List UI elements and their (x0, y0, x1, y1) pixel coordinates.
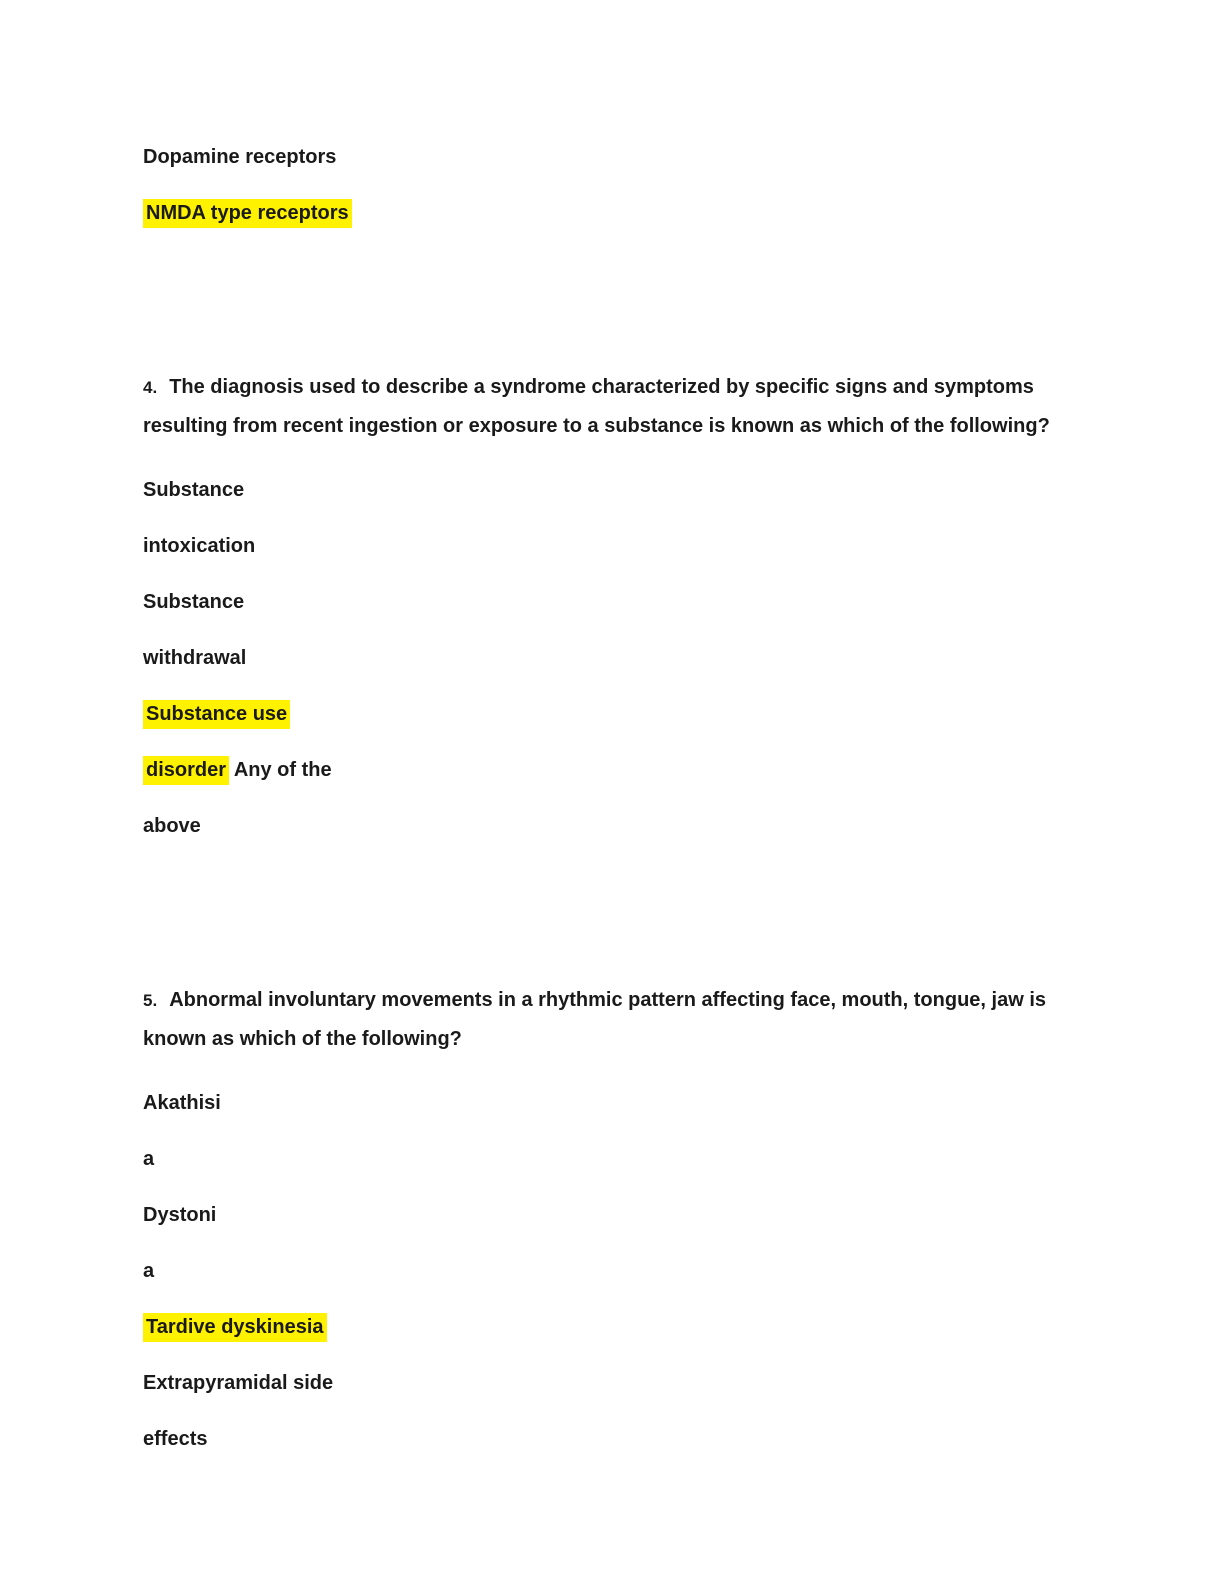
answer-option (143, 1092, 1098, 1114)
answer-option (143, 759, 1098, 781)
answer-option (143, 146, 1098, 168)
text-segment: Akathisi (143, 1092, 221, 1114)
answer-option (143, 202, 1098, 224)
question-text (143, 981, 1098, 1058)
answer-option (143, 535, 1098, 557)
text-segment: The diagnosis used to describe a syndrome characterized by specific signs and symptoms resulting from recent ingestion or exposure to a substance is known as which of the following? (143, 376, 1050, 437)
text-segment: Abnormal involuntary movements in a rhythmic pattern affecting face, mouth, tongue, jaw is known as which of the following? (143, 989, 1046, 1050)
text-segment: Extrapyramidal side (143, 1372, 334, 1394)
answer-option (143, 479, 1098, 501)
answer-option (143, 703, 1098, 725)
answer-option (143, 1316, 1098, 1338)
answer-option (143, 647, 1098, 669)
highlighted-text: disorder (143, 756, 229, 785)
blank-line (143, 926, 1098, 947)
text-segment: Any of the (229, 759, 332, 781)
question-number: 4. (143, 378, 158, 397)
highlighted-text: Tardive dyskinesia (143, 1313, 327, 1342)
text-segment: a (143, 1260, 155, 1282)
text-segment: Dystoni (143, 1204, 217, 1226)
question-text (143, 368, 1098, 445)
answer-option (143, 1372, 1098, 1394)
highlighted-text: NMDA type receptors (143, 199, 352, 228)
blank-line (143, 258, 1098, 279)
document-content (143, 146, 1104, 1450)
blank-line (143, 871, 1098, 892)
text-segment: above (143, 815, 201, 837)
text-segment: Substance (143, 591, 245, 613)
answer-option (143, 591, 1098, 613)
text-segment: Substance (143, 479, 245, 501)
text-segment: Dopamine receptors (143, 146, 337, 168)
question-number: 5. (143, 991, 158, 1010)
text-segment: intoxication (143, 535, 256, 557)
text-segment: withdrawal (143, 647, 247, 669)
answer-option (143, 815, 1098, 837)
answer-option (143, 1204, 1098, 1226)
answer-option (143, 1260, 1098, 1282)
answer-option (143, 1428, 1098, 1450)
answer-option (143, 1148, 1098, 1170)
blank-line (143, 313, 1098, 334)
text-segment: a (143, 1148, 155, 1170)
highlighted-text: Substance use (143, 700, 290, 729)
text-segment: effects (143, 1428, 208, 1450)
